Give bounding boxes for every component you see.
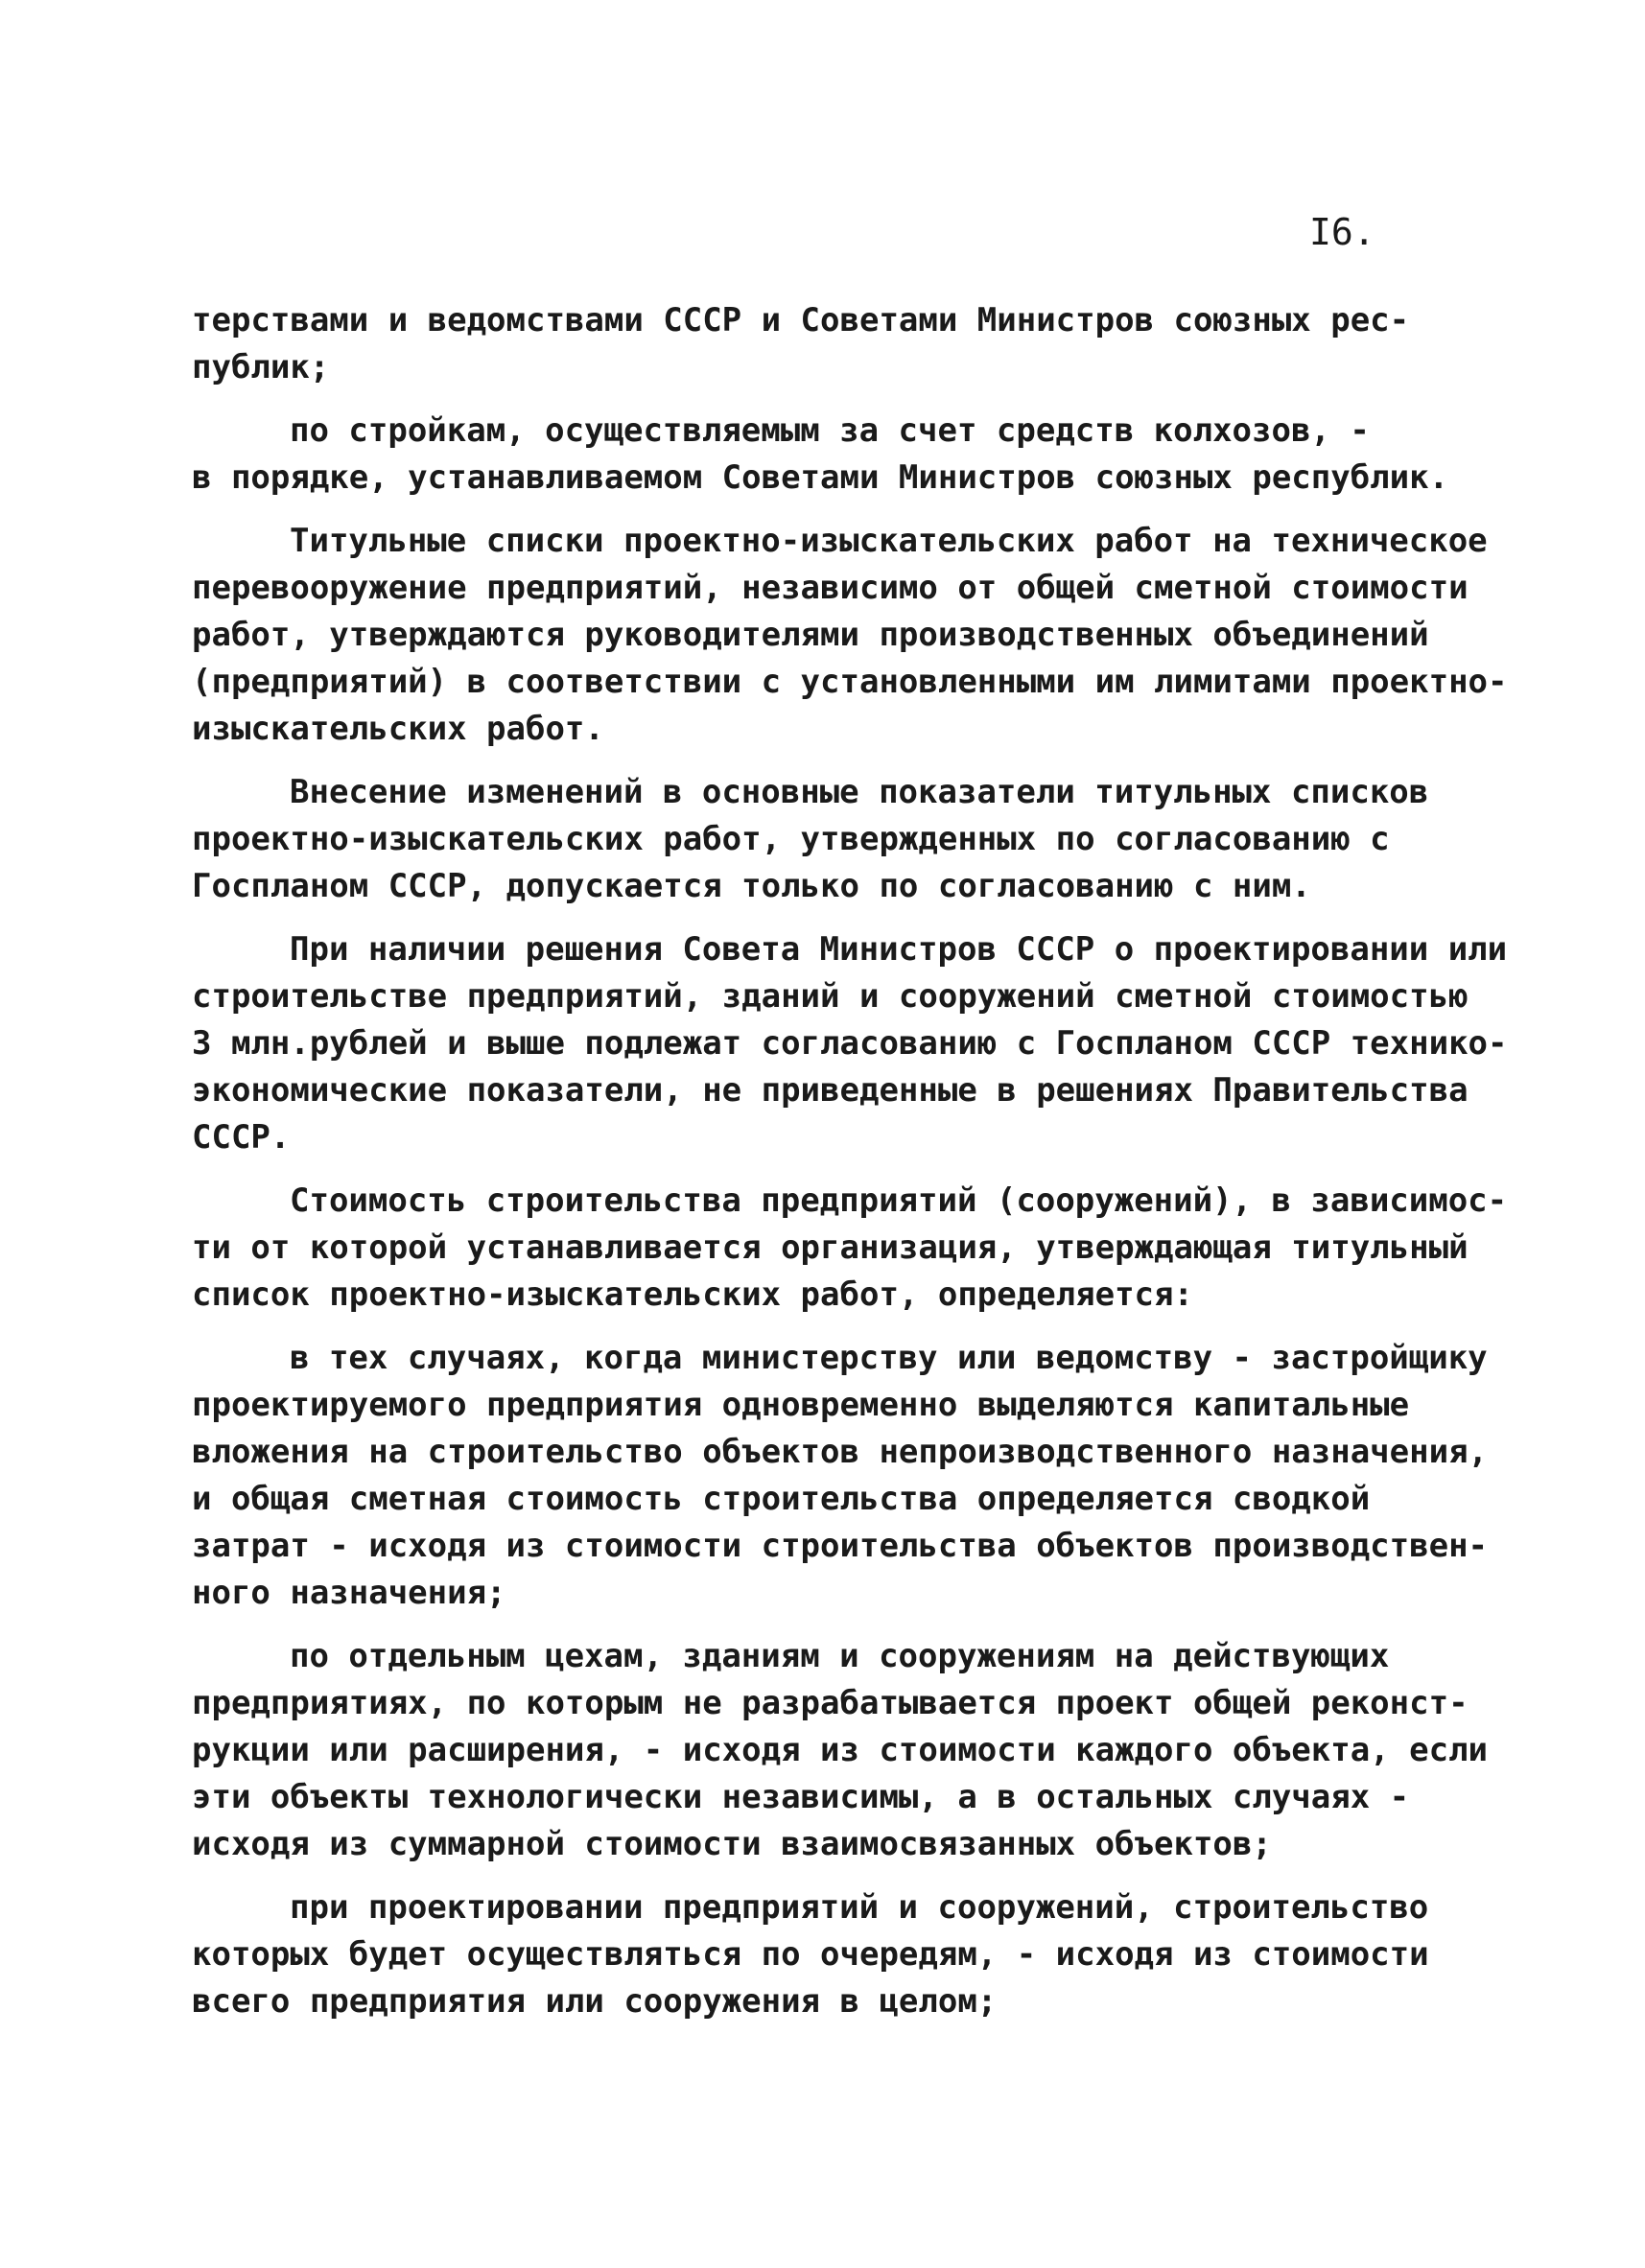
text-line: При наличии решения Совета Министров СССР о проектировании или bbox=[290, 930, 1508, 969]
text-line: проектируемого предприятия одновременно выделяются капитальные bbox=[192, 1386, 1410, 1424]
text-line: 3 млн.рублей и выше подлежат согласованию с Госпланом СССР технико- bbox=[192, 1024, 1508, 1063]
text-line: в тех случаях, когда министерству или ведомству - застройщику bbox=[290, 1339, 1488, 1377]
text-line: по стройкам, осуществляемым за счет средств колхозов, - bbox=[290, 411, 1370, 450]
text-line: предприятиях, по которым не разрабатывается проект общей реконст- bbox=[192, 1684, 1469, 1722]
text-line: Титульные списки проектно-изыскательских работ на техническое bbox=[290, 522, 1488, 560]
text-line: в порядке, устанавливаемом Советами Министров союзных республик. bbox=[192, 458, 1449, 497]
text-line: исходя из суммарной стоимости взаимосвязанных объектов; bbox=[192, 1825, 1272, 1863]
text-line: Стоимость строительства предприятий (сооружений), в зависимос- bbox=[290, 1181, 1508, 1220]
page-number: I6. bbox=[1309, 211, 1375, 253]
text-line: (предприятий) в соответствии с установленными им лимитами проектно- bbox=[192, 663, 1508, 701]
text-line: строительстве предприятий, зданий и сооружений сметной стоимостью bbox=[192, 977, 1469, 1016]
text-line: ти от которой устанавливается организация, утверждающая титульный bbox=[192, 1228, 1469, 1267]
text-line: работ, утверждаются руководителями производственных объединений bbox=[192, 616, 1429, 654]
text-line: эти объекты технологически независимы, а в остальных случаях - bbox=[192, 1778, 1410, 1816]
text-line: проектно-изыскательских работ, утвержденных по согласованию с bbox=[192, 820, 1390, 858]
text-line: всего предприятия или сооружения в целом; bbox=[192, 1982, 998, 2021]
text-line: при проектировании предприятий и сооружений, строительство bbox=[290, 1888, 1429, 1927]
text-line: перевооружение предприятий, независимо от общей сметной стоимости bbox=[192, 569, 1469, 607]
text-line: рукции или расширения, - исходя из стоимости каждого объекта, если bbox=[192, 1731, 1489, 1769]
text-line: Госпланом СССР, допускается только по согласованию с ним. bbox=[192, 867, 1311, 905]
text-line: которых будет осуществляться по очередям, - исходя из стоимости bbox=[192, 1935, 1429, 1974]
text-line: затрат - исходя из стоимости строительства объектов производствен- bbox=[192, 1527, 1489, 1565]
text-line: ного назначения; bbox=[192, 1574, 506, 1612]
text-line: публик; bbox=[192, 348, 330, 386]
text-line: Внесение изменений в основные показатели титульных списков bbox=[290, 773, 1429, 811]
text-line: терствами и ведомствами СССР и Советами Министров союзных рес- bbox=[192, 301, 1410, 339]
text-line: по отдельным цехам, зданиям и сооружениям на действующих bbox=[290, 1637, 1390, 1675]
text-line: изыскательских работ. bbox=[192, 710, 604, 748]
text-line: СССР. bbox=[192, 1118, 291, 1157]
text-line: вложения на строительство объектов непроизводственного назначения, bbox=[192, 1433, 1489, 1471]
text-line: экономические показатели, не приведенные в решениях Правительства bbox=[192, 1071, 1469, 1110]
text-line: список проектно-изыскательских работ, определяется: bbox=[192, 1275, 1193, 1314]
text-line: и общая сметная стоимость строительства определяется сводкой bbox=[192, 1480, 1371, 1518]
